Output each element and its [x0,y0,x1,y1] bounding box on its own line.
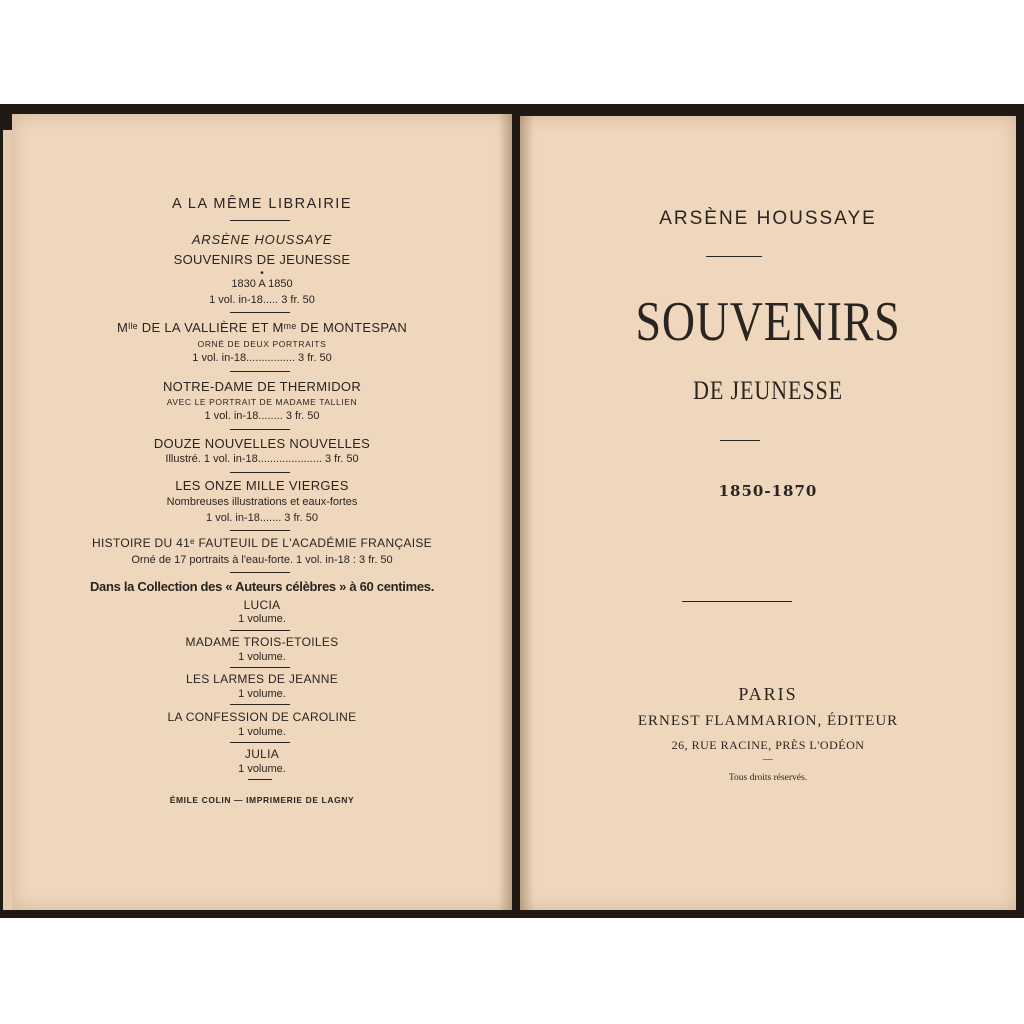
book2-price: 1 vol. in-18................ 3 fr. 50 [192,352,332,364]
book1-price: 1 vol. in-18..... 3 fr. 50 [209,294,315,306]
title-page [520,116,1016,910]
catalog-author: ARSÈNE HOUSSAYE [191,232,333,247]
book5-note: Nombreuses illustrations et eaux-fortes [166,496,358,508]
book2-title: Mˡˡᵉ DE LA VALLIÈRE ET Mᵐᵉ DE MONTESPAN [116,320,408,335]
small-book-volume: 1 volume. [238,763,286,775]
book5-title: LES ONZE MILLE VIERGES [175,478,349,493]
publisher-name: ERNEST FLAMMARION, ÉDITEUR [637,713,899,729]
book4-title: DOUZE NOUVELLES NOUVELLES [153,436,371,451]
book-title: SOUVENIRS [635,291,901,353]
mid-rule [682,601,792,602]
open-book [0,104,1024,918]
book1-bullet: • [260,268,264,279]
small-book-title: LA CONFESSION DE CAROLINE [167,710,357,724]
book6-title: HISTOIRE DU 41ᵉ FAUTEUIL DE L'ACADÉMIE FRANÇAISE [92,536,432,550]
author-rule [706,256,762,257]
left-page [12,114,512,910]
subtitle-rule [720,440,760,441]
printer-line: ÉMILE COLIN — IMPRIMERIE DE LAGNY [169,795,355,805]
header-rule [230,220,290,221]
book2-note: ORNÉ DE DEUX PORTRAITS [197,339,327,349]
small-book-volume: 1 volume. [238,613,286,625]
book-years: 1850-1870 [718,482,818,500]
book6-price: Orné de 17 portraits à l'eau-forte. 1 vol. in-18 : 3 fr. 50 [131,554,393,566]
small-book-title: JULIA [244,747,280,761]
author-name: ARSÈNE HOUSSAYE [659,208,877,229]
rights-notice: Tous droits réservés. [728,773,808,783]
catalog-header: A LA MÊME LIBRAIRIE [172,196,352,212]
page-edges [3,130,12,910]
small-book-title: LUCIA [243,598,281,612]
small-book-volume: 1 volume. [238,688,286,700]
book3-note: AVEC LE PORTRAIT DE MADAME TALLIEN [166,397,358,407]
collection-heading: Dans la Collection des « Auteurs célèbres » à 60 centimes. [89,579,435,594]
book4-price: Illustré. 1 vol. in-18..................... 3 fr. 50 [165,453,359,465]
book3-price: 1 vol. in-18........ 3 fr. 50 [204,410,320,422]
small-book-volume: 1 volume. [238,651,286,663]
book1-title: SOUVENIRS DE JEUNESSE [173,252,351,267]
publication-city: PARIS [738,684,798,704]
address-dash: — [762,754,774,765]
small-book-volume: 1 volume. [238,726,286,738]
book3-title: NOTRE-DAME DE THERMIDOR [162,379,362,394]
book5-price: 1 vol. in-18....... 3 fr. 50 [206,512,318,524]
small-book-title: MADAME TROIS-ETOILES [185,635,339,649]
publisher-address: 26, RUE RACINE, PRÈS L'ODÉON [671,738,865,752]
book1-years: 1830 A 1850 [231,278,293,290]
book-subtitle: DE JEUNESSE [693,376,843,405]
small-book-title: LES LARMES DE JEANNE [185,672,339,686]
